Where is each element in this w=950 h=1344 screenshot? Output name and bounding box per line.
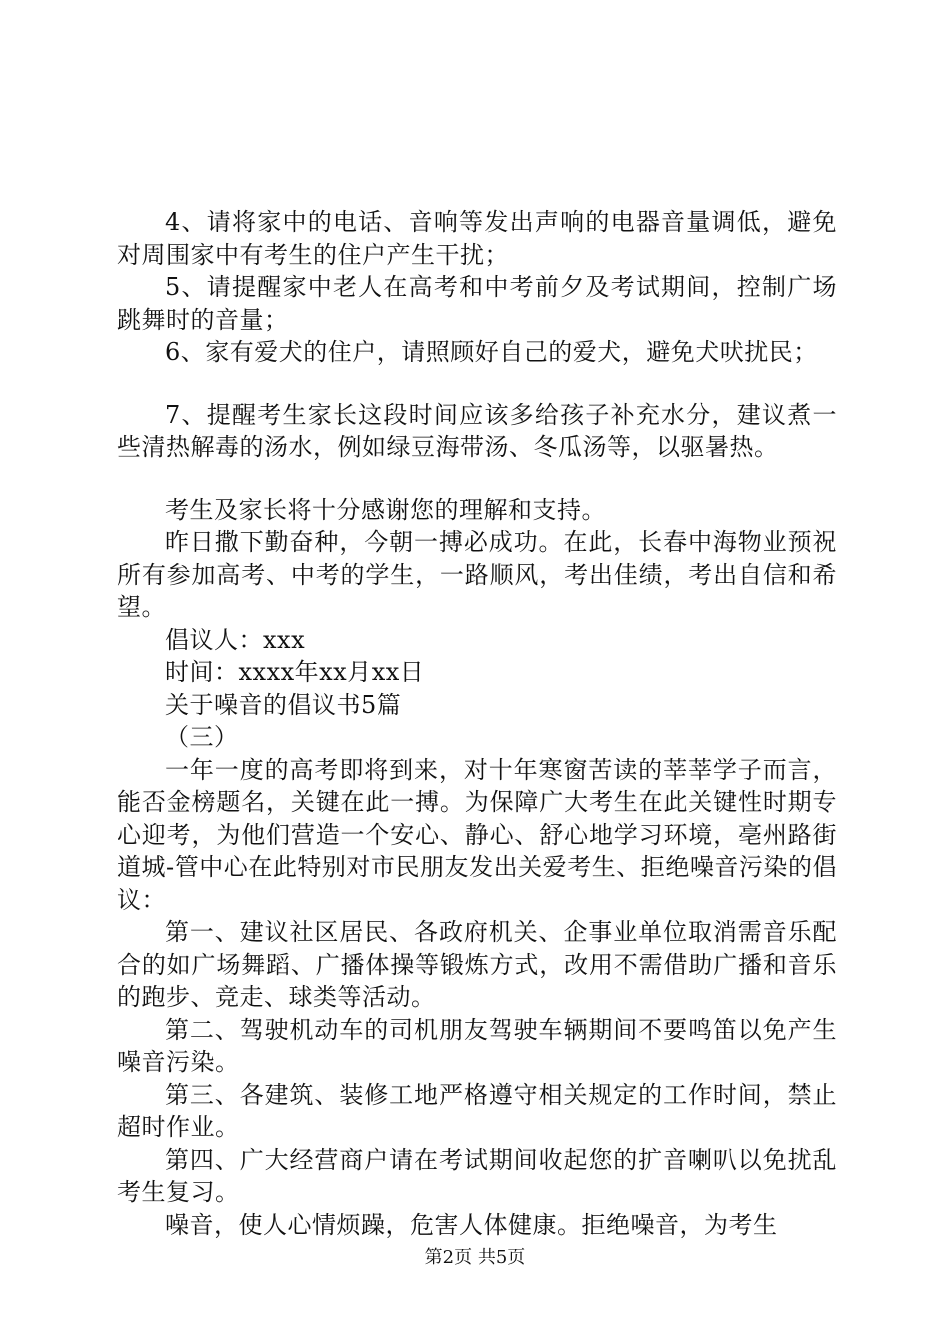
date-line: 时间：xxxx年xx月xx日 xyxy=(165,658,425,686)
paragraph-second: 第二、驾驶机动车的司机朋友驾驶车辆期间不要鸣笛以免产生噪音污染。 xyxy=(117,1015,837,1076)
paragraph-fourth: 第四、广大经营商户请在考试期间收起您的扩音喇叭以免扰乱考生复习。 xyxy=(117,1145,837,1206)
paragraph-third: 第三、各建筑、装修工地严格遵守相关规定的工作时间，禁止超时作业。 xyxy=(117,1080,837,1141)
paragraph-item-7: 7、提醒考生家长这段时间应该多给孩子补充水分，建议煮一些清热解毒的汤水，例如绿豆海带汤、冬瓜汤等，以驱暑热。 xyxy=(117,400,837,461)
paragraph-thanks: 考生及家长将十分感谢您的理解和支持。 xyxy=(165,495,606,524)
section-number: （三） xyxy=(165,723,239,751)
paragraph-wishes: 昨日撒下勤奋种，今朝一搏必成功。在此，长春中海物业预祝所有参加高考、中考的学生，一路顺风，考出佳绩，考出自信和希望。 xyxy=(117,528,837,621)
initiator-line: 倡议人：xxx xyxy=(165,625,306,654)
document-body xyxy=(117,206,837,1241)
paragraph-item-4: 4、请将家中的电话、音响等发出声响的电器音量调低，避免对周围家中有考生的住户产生干扰； xyxy=(117,208,837,269)
paragraph-item-6: 6、家有爱犬的住户，请照顾好自己的爱犬，避免犬吠扰民； xyxy=(165,338,818,366)
paragraph-intro: 一年一度的高考即将到来，对十年寒窗苦读的莘莘学子而言，能否金榜题名，关键在此一搏。为保障广大考生在此关键性时期专心迎考，为他们营造一个安心、静心、舒心地学习环境，亳州路街道城-管中心在此特别对市民朋友发出关爱考生、拒绝噪音污染的倡议： xyxy=(117,755,837,914)
paragraph-first: 第一、建议社区居民、各政府机关、企事业单位取消需音乐配合的如广场舞蹈、广播体操等锻炼方式，改用不需借助广播和音乐的跑步、竞走、球类等活动。 xyxy=(117,918,837,1011)
page-footer: 第2页 共5页 xyxy=(424,1247,526,1268)
paragraph-item-5: 5、请提醒家中老人在高考和中考前夕及考试期间，控制广场跳舞时的音量； xyxy=(117,273,837,334)
section-title: 关于噪音的倡议书5篇 xyxy=(165,690,402,719)
paragraph-closing: 噪音，使人心情烦躁，危害人体健康。拒绝噪音，为考生 xyxy=(165,1210,778,1239)
